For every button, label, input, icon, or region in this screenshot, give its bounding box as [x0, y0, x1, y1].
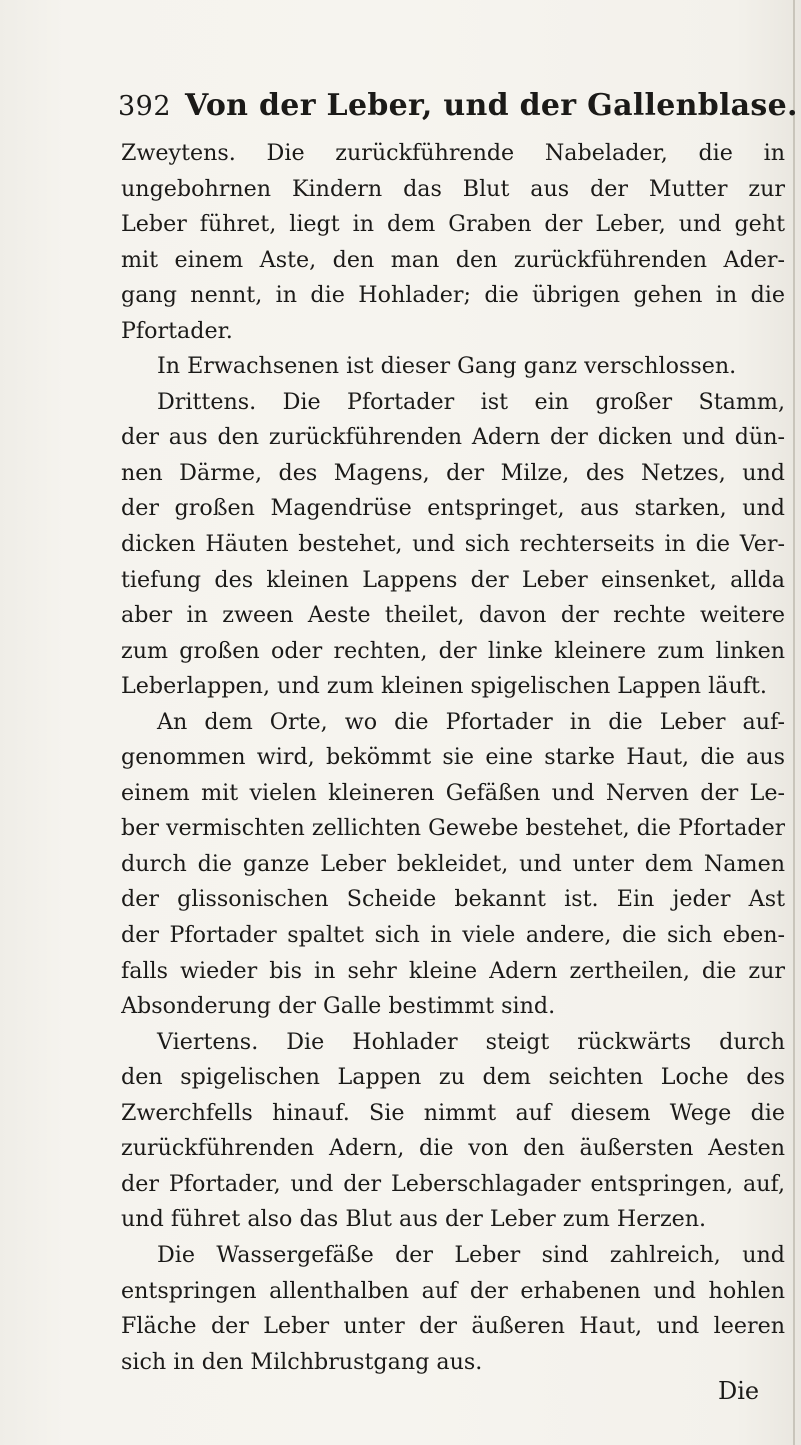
text-line: An dem Orte, wo die Pfortader in die Leber auf-	[157, 708, 785, 735]
catchword: Die	[718, 1377, 760, 1405]
text-line: zurückführenden Adern, die von den äußersten Aesten	[121, 1135, 785, 1162]
text-line: der aus den zurückführenden Adern der dicken und dün-	[121, 424, 785, 451]
text-line: Zweytens. Die zurückführende Nabelader, die in	[121, 140, 785, 166]
text-line: mit einem Aste, den man den zurückführenden Ader-	[121, 246, 785, 273]
text-line: sich in den Milchbrustgang aus.	[121, 1348, 483, 1375]
text-line: aber in zween Aeste theilet, davon der rechte weitere	[121, 602, 785, 629]
body-text	[121, 136, 785, 1380]
text-line: gang nennt, in die Hohlader; die übrigen gehen in die	[121, 282, 785, 309]
text-line: tiefung des kleinen Lappens der Leber einsenket, allda	[121, 566, 785, 593]
text-line: Absonderung der Galle bestimmt sind.	[121, 993, 556, 1020]
page-header	[118, 88, 798, 128]
page-edge-shadow	[793, 0, 795, 1445]
text-line: Fläche der Leber unter der äußeren Haut, und leeren	[121, 1313, 785, 1340]
text-line: der Pfortader spaltet sich in viele andere, die sich eben-	[121, 922, 785, 949]
text-line: der glissonischen Scheide bekannt ist. Ein jeder Ast	[121, 886, 785, 913]
text-line: entspringen allenthalben auf der erhabenen und hohlen	[121, 1277, 785, 1304]
text-line: dicken Häuten bestehet, und sich rechterseits in die Ver-	[121, 531, 785, 558]
text-line: und führet also das Blut aus der Leber zum Herzen.	[121, 1206, 707, 1233]
text-line: Die Wassergefäße der Leber sind zahlreich, und	[157, 1241, 785, 1268]
text-line: den spigelischen Lappen zu dem seichten Loche des	[121, 1064, 785, 1091]
text-line: nen Därme, des Magens, der Milze, des Netzes, und	[121, 459, 785, 486]
text-line: Leberlappen, und zum kleinen spigelischen Lappen läuft.	[121, 673, 767, 700]
page-number: 392	[118, 91, 172, 122]
text-line: Zwerchfells hinauf. Sie nimmt auf diesem Wege die	[121, 1099, 785, 1126]
text-line: Pfortader.	[121, 317, 233, 344]
text-line: falls wieder bis in sehr kleine Adern zertheilen, die zur	[121, 957, 785, 984]
text-line: zum großen oder rechten, der linke kleinere zum linken	[121, 637, 785, 664]
text-line: Viertens. Die Hohlader steigt rückwärts durch	[157, 1028, 785, 1055]
text-line: In Erwachsenen ist dieser Gang ganz verschlossen.	[157, 353, 737, 380]
text-line: ungebohrnen Kindern das Blut aus der Mutter zur	[121, 175, 785, 202]
text-line: der Pfortader, und der Leberschlagader entspringen, auf,	[121, 1170, 785, 1197]
text-line: durch die ganze Leber bekleidet, und unter dem Namen	[121, 850, 785, 877]
text-line: Drittens. Die Pfortader ist ein großer Stamm,	[157, 388, 785, 415]
running-head: Von der Leber, und der Gallenblase.	[185, 88, 798, 123]
text-line: genommen wird, bekömmt sie eine starke Haut, die aus	[121, 744, 785, 771]
text-line: Leber führet, liegt in dem Graben der Leber, und geht	[121, 211, 785, 238]
text-line: ber vermischten zellichten Gewebe bestehet, die Pfortader	[121, 815, 785, 842]
text-line: einem mit vielen kleineren Gefäßen und Nerven der Le-	[121, 779, 785, 806]
text-line: der großen Magendrüse entspringet, aus starken, und	[121, 495, 785, 522]
